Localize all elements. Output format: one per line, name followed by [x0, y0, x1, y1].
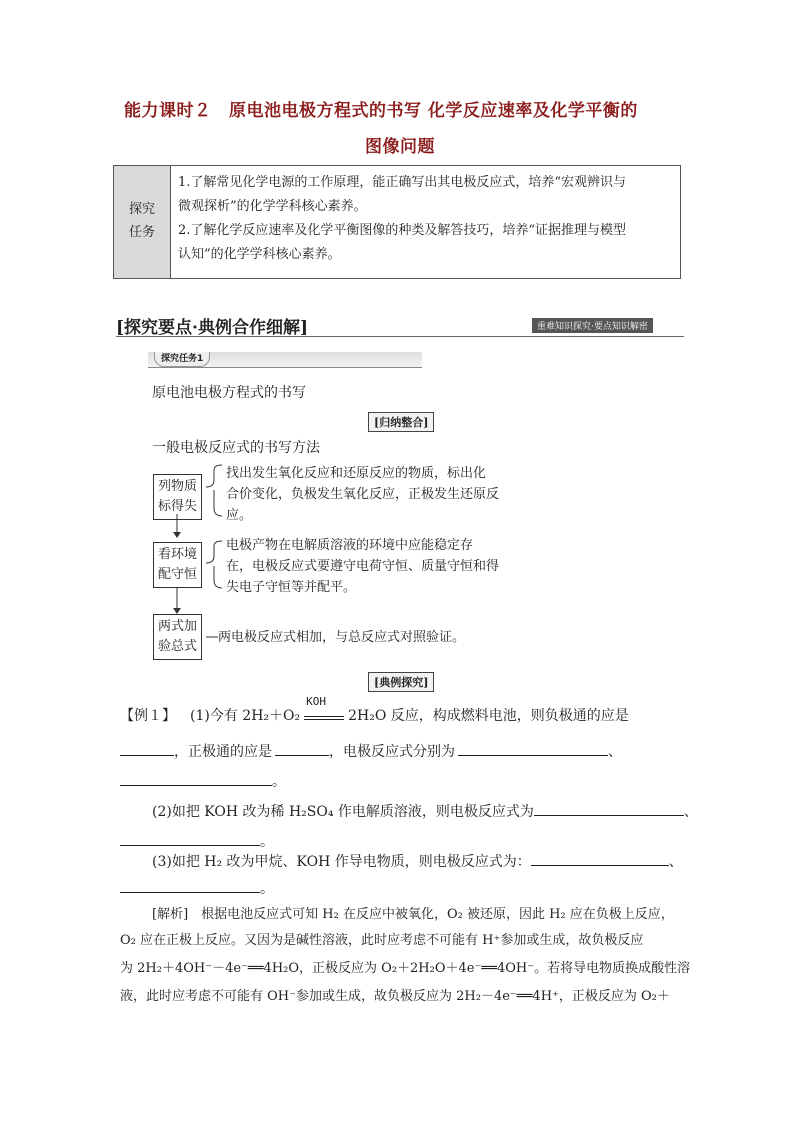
task1-badge: 探究任务1: [154, 352, 210, 367]
task-line-4: 认知”的化学学科核心素养。: [178, 247, 341, 262]
flow-step2-desc-a: 电极产物在电解质溶液的环境中应能稳定存: [226, 538, 474, 553]
example-q1-line2: [120, 741, 622, 761]
example-q3: (3)如把 H₂ 改为甲烷、KOH 作导电物质，则电极反应式为：: [152, 854, 531, 870]
example-q3-line2: [120, 878, 274, 898]
task-table-content: [178, 171, 676, 267]
flow-step3-box: [153, 614, 202, 660]
answer-blank-q2-a[interactable]: [534, 802, 684, 816]
flow-step2-label-a: 看环境: [157, 547, 197, 562]
example-label: 【例１】: [120, 708, 176, 724]
analysis-line3: 为 2H₂＋4OH⁻－4e⁻══4H₂O，正极反应为 O₂＋2H₂O＋4e⁻══4OH⁻。若将导电物质换成酸性溶: [120, 961, 691, 976]
task-label-text: 探究任务: [128, 202, 155, 240]
example-q1-b: 2H₂O 反应，构成燃料电池，则负极通的应是: [348, 708, 629, 724]
section-divider: [116, 336, 684, 337]
example-q1-d: ，电极反应式分别为: [329, 744, 455, 760]
example-sep-3: 、: [668, 854, 683, 870]
analysis-line2: O₂ 应在正极上反应。又因为是碱性溶液，此时应考虑不可能有 H⁺参加或生成，故负极反应: [120, 933, 644, 948]
answer-blank-q3-b[interactable]: [120, 879, 260, 893]
flow-step2-desc-b: 在，电极反应式要遵守电荷守恒、质量守恒和得: [226, 559, 500, 574]
example-q2-line1: [152, 801, 698, 821]
example-end-1: 。: [272, 774, 286, 790]
example-sep-1: 、: [608, 744, 622, 760]
flow-step3-label-b: 验总式: [157, 639, 197, 654]
flow-step1-desc-a: 找出发生氧化反应和还原反应的物质，标出化: [226, 466, 487, 481]
flow-step1-desc-c: 应。: [226, 508, 253, 523]
task-line-3: 2.了解化学反应速率及化学平衡图像的种类及解答技巧，培养“证据推理与模型: [178, 223, 627, 238]
flow-step2-label-b: 配守恒: [157, 567, 197, 582]
answer-blank-positive[interactable]: [275, 742, 329, 756]
answer-blank-eq1[interactable]: [458, 742, 608, 756]
answer-blank-negative[interactable]: [120, 742, 174, 756]
flow-step1-desc-b: 合价变化，负极发生氧化反应，正极发生还原反: [226, 487, 500, 502]
section-tag: 重难知识探究·要点知识解密: [532, 318, 653, 333]
example-end-2: 。: [260, 834, 274, 850]
task1-bar: [148, 352, 422, 368]
task1-subtitle: 原电池电极方程式的书写: [152, 385, 306, 401]
flow-step3-desc: 两电极反应式相加，与总反应式对照验证。: [218, 630, 466, 645]
example-q3-line1: [152, 851, 683, 871]
flow-step3-label-a: 两式加: [157, 619, 197, 634]
flow-step1-label-b: 标得失: [157, 499, 197, 514]
flow-step2-box: [153, 542, 202, 588]
analysis-line1: [解析] 根据电池反应式可知 H₂ 在反应中被氧化，O₂ 被还原，因此 H₂ 应在负极上反应，: [152, 907, 674, 922]
flow-step1-box: [153, 474, 202, 520]
example-q1-a: (1)今有 2H₂＋O₂: [190, 708, 301, 724]
example-q2-line2: [120, 831, 274, 851]
task-line-1: 1.了解常见化学电源的工作原理，能正确写出其电极反应式，培养“宏观辨识与: [178, 175, 627, 190]
answer-blank-q2-b[interactable]: [120, 832, 260, 846]
page-title-line1: 能力课时２ 原电池电极方程式的书写 化学反应速率及化学平衡的: [124, 101, 638, 121]
example-q2: (2)如把 KOH 改为稀 H₂SO₄ 作电解质溶液，则电极反应式为: [152, 804, 534, 820]
summary-intro: 一般电极反应式的书写方法: [152, 440, 320, 456]
task-table-label: [114, 166, 171, 278]
example-sep-2: 、: [683, 804, 698, 820]
page-title-line2: 图像问题: [365, 137, 435, 157]
flow-step2-desc: [226, 535, 516, 598]
flow-step1-desc: [226, 463, 516, 526]
example-end-3: 。: [260, 881, 274, 897]
section-heading: [探究要点·典例合作细解]: [116, 318, 309, 338]
example-q1-line1: [120, 695, 629, 725]
summary-tag: [归纳整合]: [368, 412, 434, 432]
task-line-2: 微观探析”的化学学科核心素养。: [178, 199, 367, 214]
reaction-condition-text: KOH: [306, 695, 326, 708]
flow-step1-label-a: 列物质: [157, 479, 197, 494]
task-table: [113, 165, 681, 279]
answer-blank-q3-a[interactable]: [531, 852, 669, 866]
reaction-condition: [304, 695, 344, 720]
analysis-line4: 液，此时应考虑不可能有 OH⁻参加或生成，故负极反应为 2H₂－4e⁻══4H⁺，正极反应为 O₂＋: [120, 989, 670, 1004]
example-tag: [典例探究]: [368, 672, 434, 692]
flow-step2-desc-c: 失电子守恒等并配平。: [226, 580, 357, 595]
example-q1-c: ，正极通的应是: [174, 744, 272, 760]
answer-blank-eq2[interactable]: [120, 772, 272, 786]
example-q1-line3: [120, 771, 286, 791]
